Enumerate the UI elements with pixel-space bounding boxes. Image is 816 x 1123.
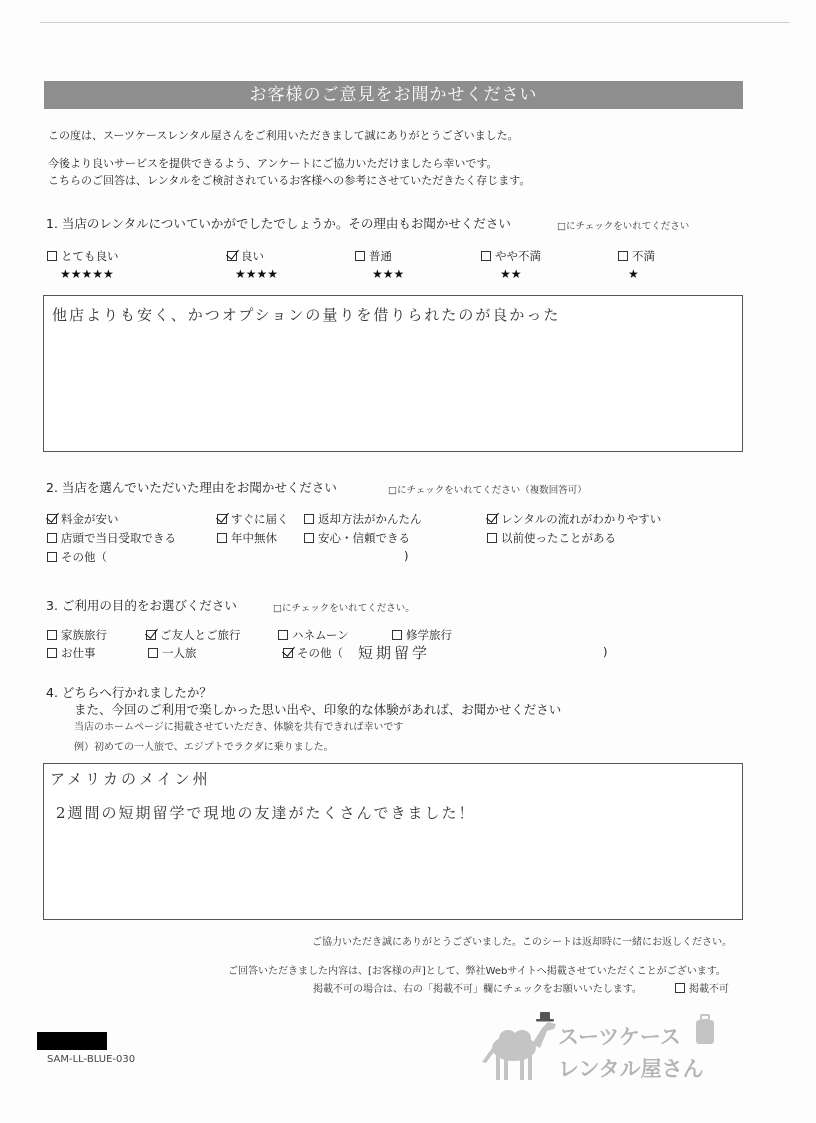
q3-option-label: その他（ (297, 646, 343, 660)
publish-optout-checkbox[interactable] (675, 980, 729, 995)
checkbox-icon[interactable] (47, 648, 57, 658)
q1-option-dissatisfied[interactable] (618, 248, 655, 264)
checked-checkbox-icon[interactable] (146, 630, 156, 640)
q1-answer-box[interactable] (43, 295, 743, 452)
checked-checkbox-icon[interactable] (217, 514, 227, 524)
q1-stars-1: ★ (628, 267, 639, 281)
q2-option-label: 安心・信頼できる (318, 531, 410, 545)
redaction-block (37, 1032, 107, 1050)
q1-option-good[interactable] (227, 248, 264, 264)
q2-title: 2. 当店を選んでいただいた理由をお聞かせください (46, 480, 337, 495)
q3-other-close-paren: ) (603, 645, 608, 659)
camel-icon (482, 1022, 556, 1080)
q3-option-school-trip[interactable] (392, 627, 452, 643)
q2-option-same-day-pickup[interactable] (47, 530, 176, 546)
checkbox-icon[interactable] (278, 630, 288, 640)
q2-option-label: 料金が安い (61, 512, 119, 526)
logo-text-line-2: レンタル屋さん (558, 1057, 704, 1081)
checked-checkbox-icon[interactable] (487, 514, 497, 524)
q2-option-price[interactable] (47, 511, 119, 527)
q2-note: □にチェックをいれてください（複数回答可） (388, 485, 587, 496)
q3-option-other[interactable] (283, 645, 343, 661)
q4-answer-box[interactable] (43, 763, 743, 920)
q2-other-close-paren: ) (404, 549, 409, 563)
q4-title: 4. どちらへ行かれましたか？ (46, 685, 212, 700)
q3-option-friends-trip[interactable] (146, 627, 241, 643)
checkbox-icon[interactable] (47, 630, 57, 640)
q3-title: 3. ご利用の目的をお選びください (46, 598, 237, 613)
q1-option-label: とても良い (61, 249, 119, 263)
intro-line-2: 今後より良いサービスを提供できるよう、アンケートにご協力いただけましたら幸いです。 (48, 157, 498, 170)
checkbox-icon[interactable] (481, 251, 491, 261)
company-logo (470, 1008, 730, 1088)
footer-optout-note: 掲載不可の場合は、右の「掲載不可」欄にチェックをお願いいたします。 (313, 984, 642, 995)
q1-option-average[interactable] (355, 248, 392, 264)
q3-option-label: ハネムーン (292, 628, 349, 642)
q1-stars-5: ★★★★★ (60, 267, 114, 281)
q1-option-very-good[interactable] (47, 248, 119, 264)
q1-option-label: 良い (241, 249, 264, 263)
q1-option-somewhat-dissatisfied[interactable] (481, 248, 541, 264)
checkbox-icon[interactable] (47, 533, 57, 543)
footer-publish-note: ご回答いただきました内容は、[お客様の声]として、弊社Webサイトへ掲載させていただくことがございます。 (228, 966, 726, 977)
intro-line-1: この度は、スーツケースレンタル屋さんをご利用いただきまして誠にありがとうございました。 (48, 129, 519, 142)
q2-option-label: レンタルの流れがわかりやすい (501, 512, 662, 526)
hat-icon (536, 1012, 554, 1022)
q4-line-2: また、今回のご利用で楽しかった思い出や、印象的な体験があれば、お聞かせください (74, 702, 562, 717)
checkbox-icon[interactable] (487, 533, 497, 543)
q2-option-label: 店頭で当日受取できる (61, 531, 176, 545)
checkbox-icon[interactable] (148, 648, 158, 658)
checked-checkbox-icon[interactable] (227, 251, 237, 261)
checked-checkbox-icon[interactable] (283, 648, 293, 658)
q3-option-label: 家族旅行 (61, 628, 107, 642)
top-rule (40, 22, 790, 23)
checkbox-icon[interactable] (47, 251, 57, 261)
checkbox-icon[interactable] (392, 630, 402, 640)
q2-option-label: すぐに届く (231, 512, 289, 526)
checkbox-icon[interactable] (675, 983, 685, 993)
checkbox-icon[interactable] (217, 533, 227, 543)
q3-option-family-trip[interactable] (47, 627, 107, 643)
q3-option-label: お仕事 (61, 646, 96, 660)
suitcase-icon (696, 1015, 714, 1044)
q1-stars-4: ★★★★ (235, 267, 279, 281)
q1-option-label: 普通 (369, 249, 392, 263)
checkbox-icon[interactable] (355, 251, 365, 261)
q2-option-label: 返却方法がかんたん (318, 512, 422, 526)
q1-note: □にチェックをいれてください (557, 221, 690, 232)
publish-optout-label: 掲載不可 (689, 984, 729, 995)
q3-option-business[interactable] (47, 645, 96, 661)
q2-option-open-all-year[interactable] (217, 530, 277, 546)
q2-option-easy-return[interactable] (304, 511, 422, 527)
checkbox-icon[interactable] (47, 552, 57, 562)
q2-option-used-before[interactable] (487, 530, 616, 546)
q3-option-honeymoon[interactable] (278, 627, 349, 643)
q1-option-label: 不満 (632, 249, 655, 263)
logo-text-line-1: スーツケース (558, 1025, 681, 1049)
item-reference-code: SAM-LL-BLUE-030 (47, 1054, 136, 1065)
q3-option-label: ご友人とご旅行 (160, 628, 241, 642)
q1-option-label: やや不満 (495, 249, 541, 263)
q2-option-label: 年中無休 (231, 531, 277, 545)
q4-handwritten-line-1: アメリカのメイン州 (50, 770, 211, 788)
q3-other-handwritten: 短期留学 (358, 644, 431, 662)
q3-option-solo-trip[interactable] (148, 645, 197, 661)
intro-line-3: こちらのご回答は、レンタルをご検討されているお客様への参考にさせていただきたく存じます。 (48, 174, 531, 187)
q2-option-clear-process[interactable] (487, 511, 661, 527)
q1-stars-3: ★★★ (372, 267, 405, 281)
page-title: お客様のご意見をお聞かせください (44, 81, 743, 109)
q2-option-fast-delivery[interactable] (217, 511, 289, 527)
q2-option-label: その他（ (61, 550, 107, 564)
q2-option-label: 以前使ったことがある (501, 531, 616, 545)
q1-title: 1. 当店のレンタルについていかがでしたでしょうか。その理由もお聞かせください (46, 216, 511, 231)
q4-handwritten-line-2: 2週間の短期留学で現地の友達がたくさんできました！ (56, 804, 476, 822)
checkbox-icon[interactable] (304, 514, 314, 524)
q1-handwritten-answer: 他店よりも安く、かつオプションの量りを借りられたのが良かった (52, 306, 561, 324)
checkbox-icon[interactable] (304, 533, 314, 543)
checkbox-icon[interactable] (618, 251, 628, 261)
checked-checkbox-icon[interactable] (47, 514, 57, 524)
q2-option-trustworthy[interactable] (304, 530, 410, 546)
q4-line-3: 当店のホームページに掲載させていただき、体験を共有できれば幸いです (74, 722, 404, 733)
footer-thanks: ご協力いただき誠にありがとうございました。このシートは返却時に一緒にお返しください。 (312, 937, 732, 948)
q3-option-label: 一人旅 (162, 646, 197, 660)
q3-note: □にチェックをいれてください。 (273, 603, 415, 614)
q1-stars-2: ★★ (500, 267, 522, 281)
q2-option-other[interactable] (47, 549, 107, 565)
q3-option-label: 修学旅行 (406, 628, 452, 642)
q4-example: 例）初めての一人旅で、エジプトでラクダに乗りました。 (74, 742, 334, 753)
